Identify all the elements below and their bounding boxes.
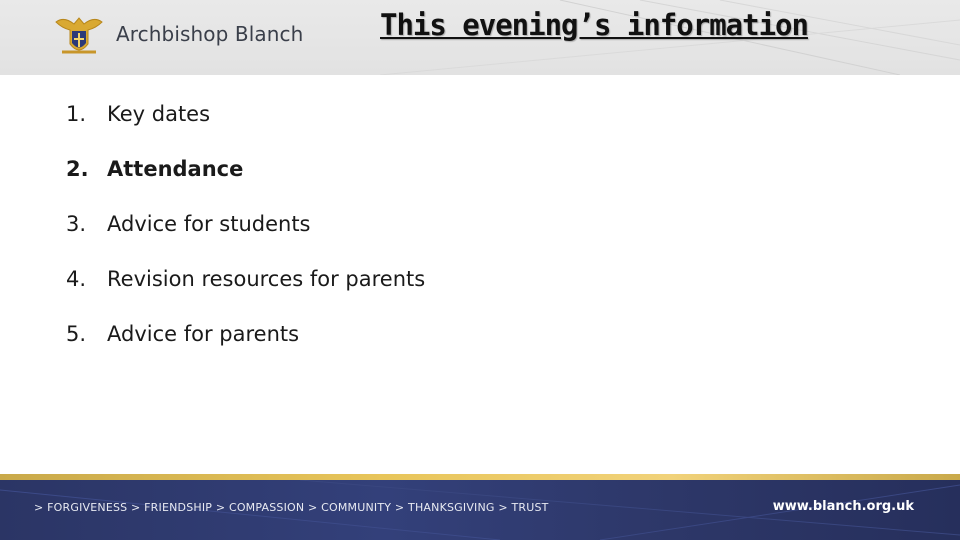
agenda-item-number: 1. bbox=[66, 102, 87, 126]
agenda-list bbox=[66, 97, 425, 372]
agenda-item bbox=[66, 207, 425, 262]
agenda-item-label: Attendance bbox=[107, 157, 244, 181]
agenda-item-number: 3. bbox=[66, 212, 87, 236]
slide-title: This evening’s information bbox=[380, 8, 808, 42]
footer-bar bbox=[0, 480, 960, 540]
agenda-item bbox=[66, 152, 425, 207]
agenda-item bbox=[66, 317, 425, 372]
header-bar bbox=[0, 0, 960, 75]
agenda-item-number: 5. bbox=[66, 322, 87, 346]
school-values-strip: > FORGIVENESS > FRIENDSHIP > COMPASSION > COMMUNITY > THANKSGIVING > TRUST bbox=[34, 501, 549, 514]
agenda-item-label: Key dates bbox=[107, 102, 211, 126]
agenda-item-label: Revision resources for parents bbox=[107, 267, 426, 291]
agenda-item bbox=[66, 97, 425, 152]
website-link[interactable]: www.blanch.org.uk bbox=[772, 499, 914, 514]
agenda-item-label: Advice for students bbox=[107, 212, 311, 236]
agenda-item-label: Advice for parents bbox=[107, 322, 300, 346]
agenda-item-number: 4. bbox=[66, 267, 87, 291]
school-crest-icon bbox=[54, 14, 104, 58]
agenda-item bbox=[66, 262, 425, 317]
agenda-item-number: 2. bbox=[66, 157, 89, 181]
logo-wordmark: Archbishop Blanch bbox=[116, 22, 304, 46]
